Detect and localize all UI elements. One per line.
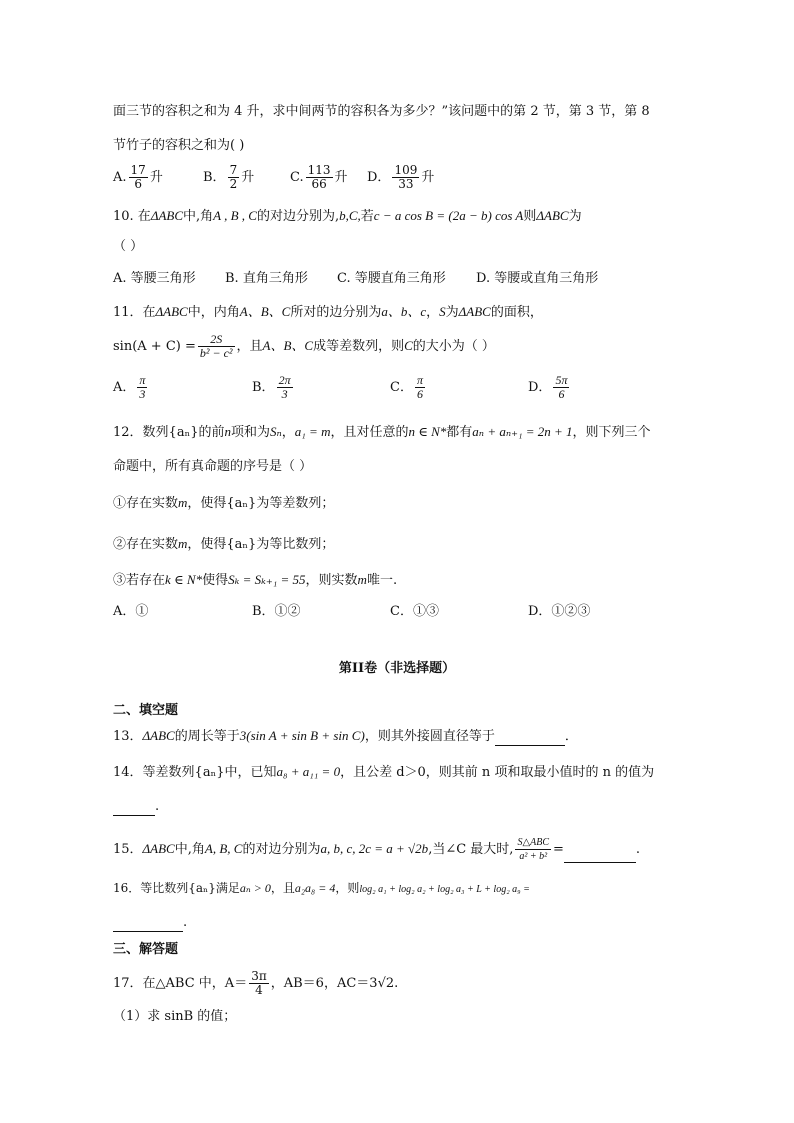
q13-answer-blank[interactable] [495,731,565,746]
q14: 14．等差数列{aₙ}中，已知a₈ + a₁₁ = 0，且公差 d＞0，则其前 n 项和取最小值时的 n 的值为 [113,764,655,780]
q11-line1: 11．在ΔABC中，内角A、B、C所对的边分别为a、b、c，S为ΔABC的面积， [113,304,543,320]
q11-line2: sin(A + C) = $\frac{2S}{\text{b² − c²}}$ ，且A、B、C成等差数列，则C的大小为（ ） [113,332,495,360]
q12-option-c: C．①③ [390,604,439,619]
q12-statement-3: ③若存在k ∈ N*使得Sₖ = Sₖ₊₁ = 55，则实数m唯一. [113,572,398,588]
q10-answer-paren: （ ） [113,239,144,254]
q12-option-b: B．①② [252,604,301,619]
q16: 16．等比数列{aₙ}满足aₙ > 0，且a₂a₈ = 4，则log₂ a₁ + log₂ a₂ + log₂ a₃ + L + log₂ a₉ = [113,881,530,895]
fill-in-heading: 二、填空题 [113,703,179,718]
q10-option-a: A. 等腰三角形 [113,271,196,286]
q9-line2: 节竹子的容积之和为( ) [113,138,245,153]
q9-option-a: A. $\frac{17}{6}$ 升 [113,163,163,191]
q10-option-b: B. 直角三角形 [225,271,308,286]
q12-line1: 12．数列{aₙ}的前n项和为Sₙ，a₁ = m，且对任意的n ∈ N*都有aₙ + aₙ₊₁ = 2n + 1，则下列三个 [113,424,651,440]
q11-option-c: C． $\frac{\pi}{6}$ [390,373,423,401]
q14-blank-line: . [113,798,159,816]
q9-option-c: C. $\frac{113}{66}$ 升 [290,163,348,191]
q10-stem: 10. 在ΔABC中,角A , B , C的对边分别为,b,C,若c − a cos B = (2a − b) cos A则ΔABC为 [113,208,582,224]
q13: 13．ΔABC的周长等于3(sin A + sin B + sin C)，则其外接圆直径等于 ． [113,728,578,744]
section-ii-title: 第II卷（非选择题） [338,661,456,676]
q12-statement-1: ①存在实数m，使得{aₙ}为等差数列； [113,495,335,511]
q9-option-d: D． $\frac{109}{33}$ 升 [367,163,435,191]
q11-option-b: B． $\frac{2\pi}{3}$ [252,373,291,401]
q11-option-a: A． $\frac{\pi}{3}$ [113,373,146,401]
q12-line2: 命题中，所有真命题的序号是（ ） [113,459,313,474]
q12-option-a: A．① [113,604,149,619]
q16-answer-blank[interactable] [113,917,183,932]
q16-blank-line: . [113,914,187,932]
q17-sub1: （1）求 sinB 的值； [113,1009,237,1024]
q10-option-d: D. 等腰或直角三角形 [476,271,599,286]
q15-answer-blank[interactable] [564,848,636,863]
q17: 17．在△ABC 中，A＝ $\frac{3\pi}{4}$ ，AB＝6，AC＝3√2. [113,969,399,997]
q10-option-c: C. 等腰直角三角形 [337,271,446,286]
q9-line1: 面三节的容积之和为 4 升，求中间两节的容积各为多少？”该问题中的第 2 节，第 3 节，第 8 [113,104,650,119]
solve-heading: 三、解答题 [113,942,179,957]
q9-option-b: B． $\frac{7}{2}$ 升 [203,163,255,191]
q14-answer-blank[interactable] [113,801,155,816]
q15: 15．ΔABC中,角A, B, C的对边分别为a, b, c, 2c = a + √2b,当∠C 最大时, $\frac{\text{S△ABC}}{\text{a² + b²}}$ = . [113,837,641,862]
q12-statement-2: ②存在实数m，使得{aₙ}为等比数列； [113,536,335,552]
q12-option-d: D．①②③ [528,604,591,619]
q11-option-d: D． $\frac{5\pi}{6}$ [528,373,568,401]
